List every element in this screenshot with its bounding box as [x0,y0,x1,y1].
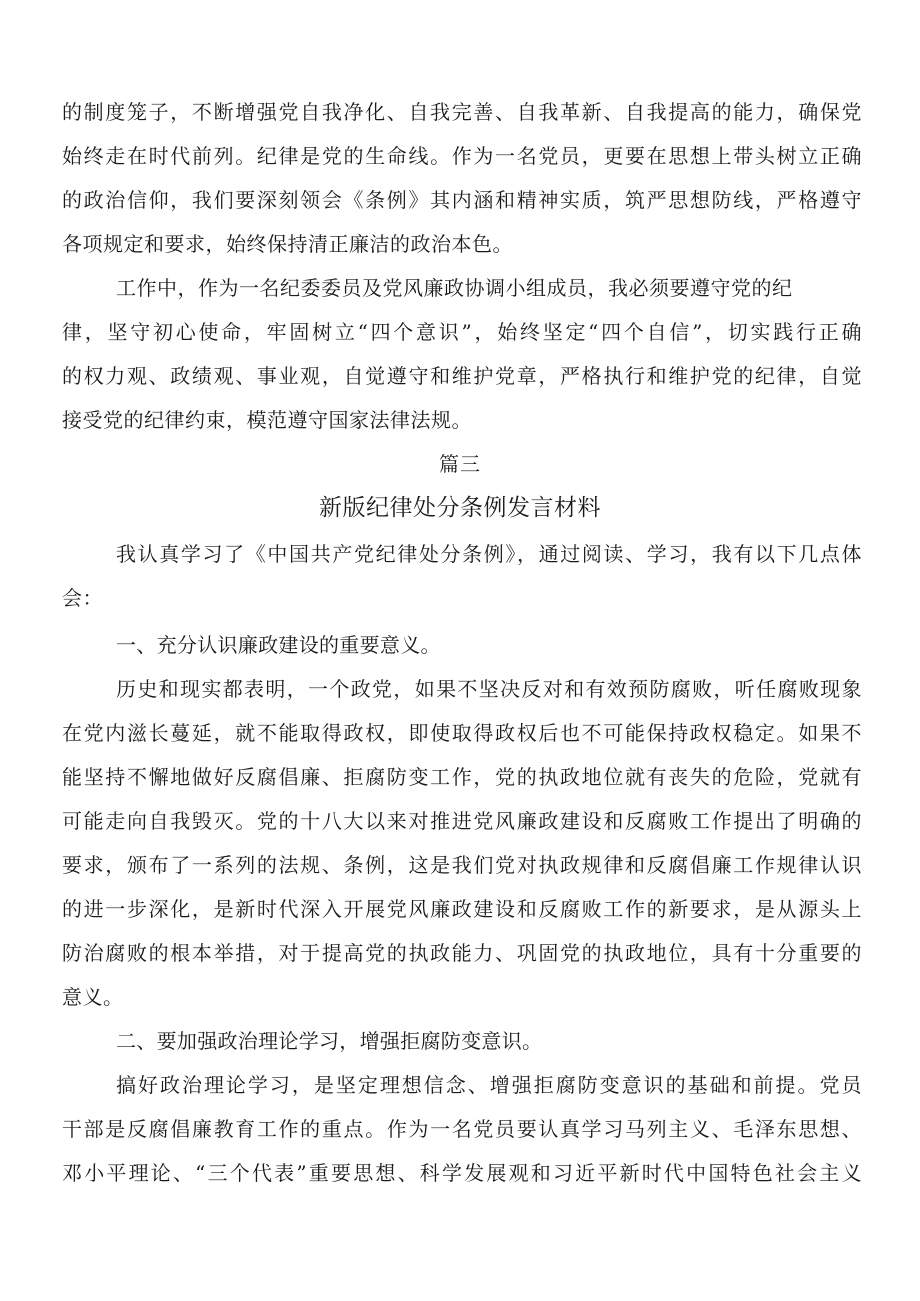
paragraph-4-line: 能坚持不懈地做好反腐倡廉、拒腐防变工作，党的执政地位就有丧失的危险，党就有 [62,765,862,789]
paragraph-2-line: 律，坚守初心使命，牢固树立“四个意识”，始终坚定“四个自信”，切实践行正确 [62,320,862,344]
paragraph-4-line: 要求，颁布了一系列的法规、条例，这是我们党对执政规律和反腐倡廉工作规律认识 [62,853,862,877]
paragraph-5-line: 邓小平理论、“三个代表”重要思想、科学发展观和习近平新时代中国特色社会主义 [62,1161,862,1185]
paragraph-4-line: 历史和现实都表明，一个政党，如果不坚决反对和有效预防腐败，听任腐败现象 [116,677,862,701]
paragraph-4-line: 防治腐败的根本举措，对于提高党的执政能力、巩固党的执政地位，具有十分重要的 [62,941,862,965]
section-heading-1: 一、充分认识廉政建设的重要意义。 [116,633,441,657]
paragraph-2-line: 接受党的纪律约束，模范遵守国家法律法规。 [62,408,472,432]
paragraph-4-line: 在党内滋长蔓延，就不能取得政权，即使取得政权后也不可能保持政权稳定。如果不 [62,721,862,745]
paragraph-1-line: 的制度笼子，不断增强党自我净化、自我完善、自我革新、自我提高的能力，确保党 [62,100,862,124]
paragraph-3-line: 会： [62,586,103,610]
document-title: 新版纪律处分条例发言材料 [319,495,601,521]
paragraph-3-line: 我认真学习了《中国共产党纪律处分条例》，通过阅读、学习，我有以下几点体 [116,542,862,566]
paragraph-1-line: 始终走在时代前列。纪律是党的生命线。作为一名党员，更要在思想上带头树立正确 [62,144,862,168]
paragraph-4-line: 的进一步深化，是新时代深入开展党风廉政建设和反腐败工作的新要求，是从源头上 [62,897,862,921]
paragraph-5-line: 搞好政治理论学习，是坚定理想信念、增强拒腐防变意识的基础和前提。党员 [116,1073,862,1097]
paragraph-1-line: 各项规定和要求，始终保持清正廉洁的政治本色。 [62,232,513,256]
paragraph-1-line: 的政治信仰，我们要深刻领会《条例》其内涵和精神实质，筑严思想防线，严格遵守 [62,188,862,212]
paragraph-5-line: 干部是反腐倡廉教育工作的重点。作为一名党员要认真学习马列主义、毛泽东思想、 [62,1117,862,1141]
paragraph-4-line: 意义。 [62,985,124,1009]
section-label: 篇三 [439,452,481,476]
paragraph-2-line: 的权力观、政绩观、事业观，自觉遵守和维护党章，严格执行和维护党的纪律，自觉 [62,364,862,388]
paragraph-2-line: 工作中，作为一名纪委委员及党风廉政协调小组成员，我必须要遵守党的纪 [116,276,793,300]
section-heading-2: 二、要加强政治理论学习，增强拒腐防变意识。 [116,1029,543,1053]
paragraph-4-line: 可能走向自我毁灭。党的十八大以来对推进党风廉政建设和反腐败工作提出了明确的 [62,809,862,833]
